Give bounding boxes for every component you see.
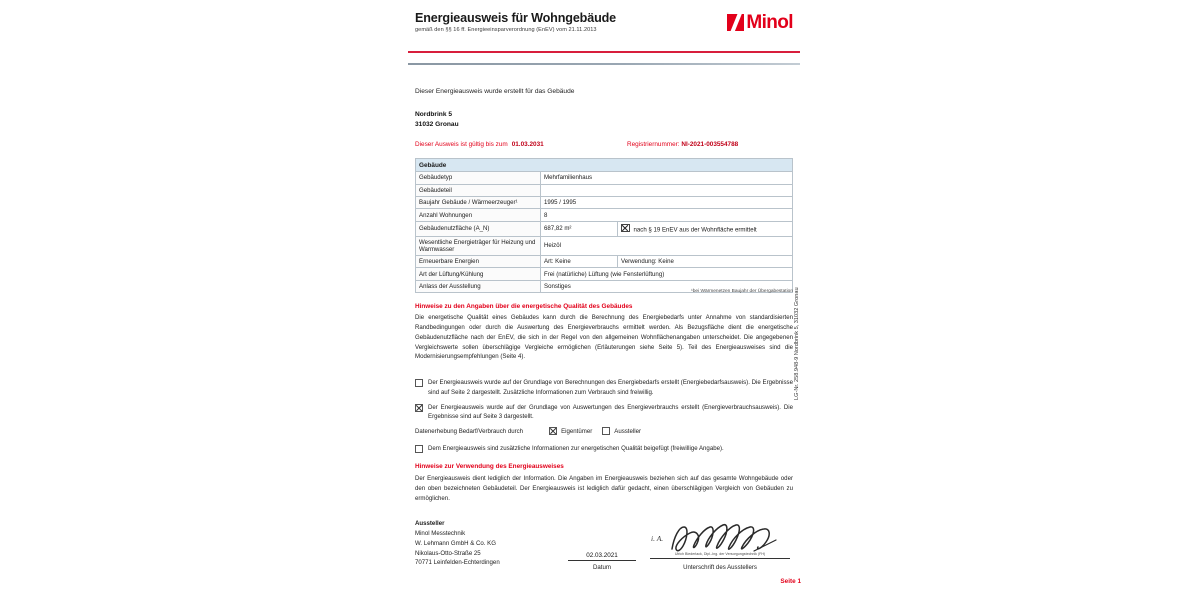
issuer-heading: Aussteller xyxy=(415,520,445,527)
page-subtitle: gemäß den §§ 16 ff. Energieeinsparverordnung (EnEV) vom 21.11.2013 xyxy=(415,26,597,33)
row-value-wohnungen: 8 xyxy=(541,209,793,221)
option-verbrauchsausweis-label: Der Energieausweis wurde auf der Grundlage von Auswertungen des Energieverbrauchs erstellt (Energieverbrauchsausweis). Die Ergebnisse sind auf Seite 3 dargestellt. xyxy=(428,403,793,421)
data-collection-option-aussteller[interactable] xyxy=(602,427,641,435)
issuer-line-3: Nikolaus-Otto-Straße 25 xyxy=(415,549,481,557)
eigentuemer-checkbox[interactable] xyxy=(549,427,557,435)
data-collection-label: Datenerhebung Bedarf/Verbrauch durch xyxy=(415,427,524,435)
nutzflaeche-checkbox-label: nach § 19 EnEV aus der Wohnfläche ermittelt xyxy=(633,226,757,234)
row-value-energietraeger: Heizöl xyxy=(541,236,793,255)
address-street: Nordbrink 5 xyxy=(415,111,453,118)
header-rule-gray xyxy=(408,63,800,65)
signature-prefix: i. A. xyxy=(651,534,664,543)
side-reference-note: LG-Nr. 258.948-9 Nordbrink 5, 31032 Gronau xyxy=(794,287,800,400)
address-city: 31032 Gronau xyxy=(415,120,459,128)
intro-text: Dieser Energieausweis wurde erstellt für das Gebäude xyxy=(415,88,575,95)
minol-logo xyxy=(727,13,793,32)
eigentuemer-label: Eigentümer xyxy=(561,427,593,435)
registration-number: NI-2021-003554788 xyxy=(681,141,739,148)
signature-name: Ulrich Biederlack, Dipl.-Ing. der Versorgungstechnik (FH) xyxy=(674,551,766,556)
issue-date: 02.03.2021 xyxy=(568,552,636,561)
zusatzinfo-checkbox[interactable] xyxy=(415,445,423,453)
table-row-energietraeger xyxy=(416,236,793,255)
usage-section-paragraph: Der Energieausweis dient lediglich der Information. Die Angaben im Energieausweis beziehen sich auf das gesamte Wohngebäude oder den oben bezeichneten Gebäudeteil. Der Energieausweis ist lediglich dafür gedacht, einen überschlägigen Vergleich von Gebäuden zu ermöglichen. xyxy=(415,475,793,502)
row-value-gebaeudetyp: Mehrfamilienhaus xyxy=(541,172,793,184)
row-label-wohnungen: Anzahl Wohnungen xyxy=(416,209,541,221)
signature-area xyxy=(568,519,793,591)
issue-date-caption: Datum xyxy=(593,564,611,571)
header-rule-red xyxy=(408,51,800,53)
data-collection-option-eigentuemer[interactable] xyxy=(549,427,592,435)
row-label-nutzflaeche: Gebäudenutzfläche (A_N) xyxy=(416,221,541,236)
table-footnote: ¹bei Wärmenetzen Baujahr der Übergabestation xyxy=(691,289,793,294)
row-value-erneuerbare-verwendung: Verwendung: Keine xyxy=(618,255,793,267)
validity-date: 01.03.2031 xyxy=(511,141,544,148)
aussteller-label: Aussteller xyxy=(614,427,642,435)
row-value-baujahr: 1995 / 1995 xyxy=(541,196,793,208)
table-row-lueftung xyxy=(416,268,793,280)
table-row xyxy=(416,184,793,196)
registration-block xyxy=(627,141,738,148)
validity-label: Dieser Ausweis ist gültig bis zum xyxy=(415,141,508,148)
row-label-energietraeger: Wesentliche Energieträger für Heizung und Warmwasser xyxy=(416,236,541,255)
additional-info-option[interactable] xyxy=(415,444,793,459)
aussteller-checkbox[interactable] xyxy=(602,427,610,435)
row-label-lueftung: Art der Lüftung/Kühlung xyxy=(416,268,541,280)
row-value-gebaeudeteil xyxy=(541,184,793,196)
signature-caption: Unterschrift des Ausstellers xyxy=(683,564,757,571)
zusatzinfo-label: Dem Energieausweis sind zusätzliche Informationen zur energetischen Qualität beigefügt (freiwillige Angabe). xyxy=(428,445,724,452)
row-value-erneuerbare-art: Art: Keine xyxy=(541,255,618,267)
page-number: Seite 1 xyxy=(780,578,801,585)
option-verbrauchsausweis[interactable] xyxy=(415,403,793,423)
data-collection-row xyxy=(415,427,641,435)
row-value-lueftung: Frei (natürliche) Lüftung (wie Fensterlüftung) xyxy=(541,268,793,280)
row-checkbox-nutzflaeche-cell xyxy=(618,221,793,236)
quality-section-paragraph: Die energetische Qualität eines Gebäudes kann durch die Berechnung des Energiebedarfs unter Annahme von standardisierten Randbedingungen oder durch die Auswertung des Energieverbrauchs ermittelt werden. Als Bezugsfläche dient die energetische Gebäudenutzfläche nach der EnEV, die sich in der Regel von den allgemeinen Wohnflächenangaben unterscheidet. Die angegebenen Vergleichswerte sollen überschlägige Vergleiche ermöglichen (Erläuterungen siehe Seite 5). Teil des Energieausweises sind die Modernisierungsempfehlungen (Seite 4). xyxy=(415,314,793,361)
usage-section-title: Hinweise zur Verwendung des Energieausweises xyxy=(415,463,564,470)
validity-and-registration-row xyxy=(415,141,793,148)
issuer-line-4: 70771 Leinfelden-Echterdingen xyxy=(415,559,500,567)
table-header-row xyxy=(416,159,793,172)
document-header xyxy=(415,12,793,48)
building-address xyxy=(415,110,459,130)
option-bedarfsausweis-label: Der Energieausweis wurde auf der Grundlage von Berechnungen des Energiebedarfs erstellt (Energiebedarfsausweis). Die Ergebnisse sind auf Seite 2 dargestellt. Zusätzliche Informationen zum Verbrauch sind freiwillig. xyxy=(428,379,793,396)
page-title: Energieausweis für Wohngebäude xyxy=(415,11,617,25)
row-value-nutzflaeche: 687,82 m² xyxy=(541,221,618,236)
signature-line xyxy=(650,558,790,559)
table-row-gebaeudenutzflaeche xyxy=(416,221,793,236)
row-value-anlass: Sonstiges xyxy=(541,280,793,292)
option-verbrauchsausweis-checkbox[interactable] xyxy=(415,404,423,412)
row-label-gebaeudeteil: Gebäudeteil xyxy=(416,184,541,196)
energy-certificate-document xyxy=(408,0,808,600)
minol-mark-icon xyxy=(727,14,744,31)
nutzflaeche-checkbox[interactable] xyxy=(621,224,630,233)
handwritten-signature-icon xyxy=(668,521,786,555)
row-label-gebaeudetyp: Gebäudetyp xyxy=(416,172,541,184)
certificate-type-options xyxy=(415,378,793,427)
row-label-baujahr: Baujahr Gebäude / Wärmeerzeuger¹ xyxy=(416,196,541,208)
issuer-line-1: Minol Messtechnik xyxy=(415,529,466,537)
table-header-label: Gebäude xyxy=(416,159,793,172)
table-row xyxy=(416,172,793,184)
table-row-erneuerbare xyxy=(416,255,793,267)
row-label-anlass: Anlass der Ausstellung xyxy=(416,280,541,292)
table-row xyxy=(416,196,793,208)
building-data-table xyxy=(415,158,793,293)
option-bedarfsausweis[interactable] xyxy=(415,378,793,398)
option-zusatzinfo[interactable] xyxy=(415,444,793,454)
issuer-line-2: W. Lehmann GmbH & Co. KG xyxy=(415,539,496,547)
table-row xyxy=(416,209,793,221)
row-label-erneuerbare: Erneuerbare Energien xyxy=(416,255,541,267)
registration-label: Registriernummer: xyxy=(627,141,680,148)
minol-logo-text: Minol xyxy=(746,12,793,33)
quality-section-title: Hinweise zu den Angaben über die energetische Qualität des Gebäudes xyxy=(415,303,633,310)
option-bedarfsausweis-checkbox[interactable] xyxy=(415,379,423,387)
issuer-block xyxy=(415,519,500,568)
